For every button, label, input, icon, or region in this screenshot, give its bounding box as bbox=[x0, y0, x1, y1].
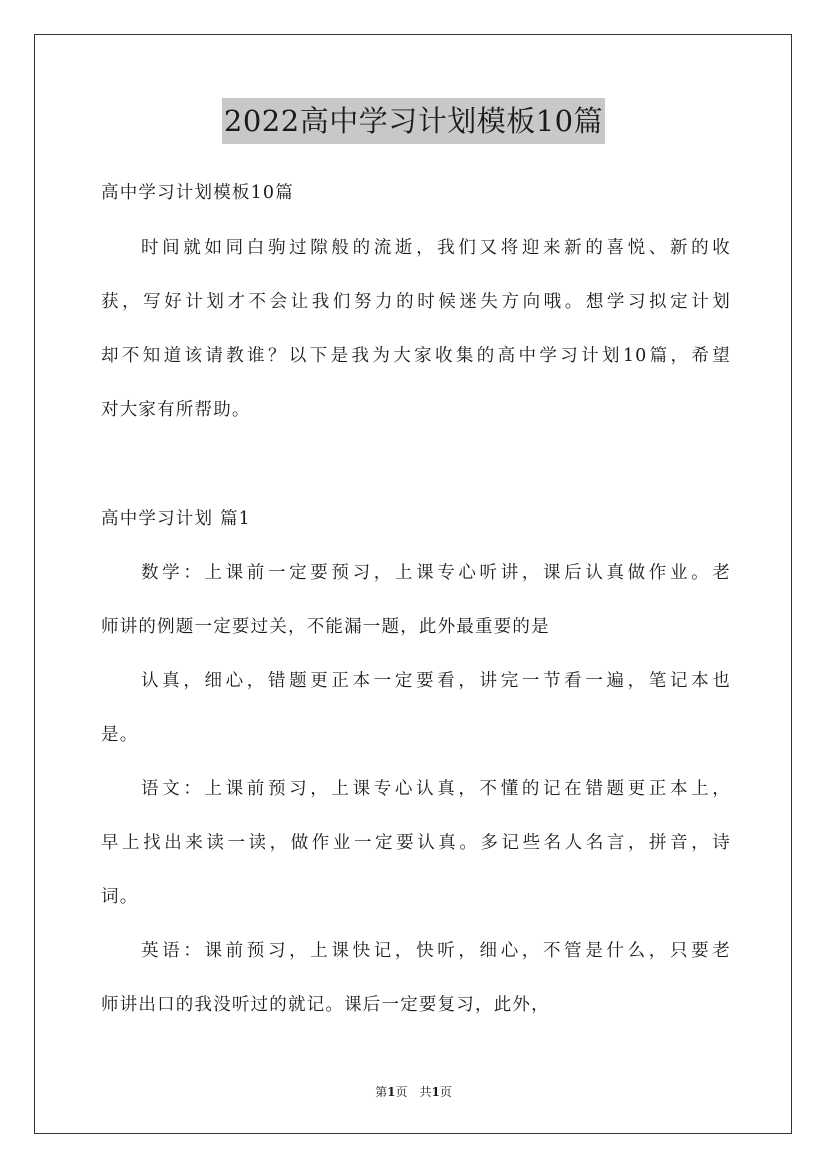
section-heading: 高中学习计划 篇1 bbox=[101, 509, 251, 529]
footer-page-number: 1 bbox=[387, 1085, 396, 1099]
english-line-2: 师讲出口的我没听过的就记。课后一定要复习，此外， bbox=[101, 995, 550, 1015]
math-cont-line-1: 认真，细心，错题更正本一定要看，讲完一节看一遍，笔记本也 bbox=[141, 671, 731, 691]
document-title: 2022高中学习计划模板10篇 bbox=[222, 98, 605, 144]
chinese-line-2: 早上找出来读一读，做作业一定要认真。多记些名人名言，拼音，诗 bbox=[101, 833, 731, 853]
math-line-2: 师讲的例题一定要过关，不能漏一题，此外最重要的是 bbox=[101, 617, 550, 637]
math-line-1: 数学：上课前一定要预习，上课专心听讲，课后认真做作业。老 bbox=[141, 563, 731, 583]
footer-mid: 页 共 bbox=[395, 1085, 432, 1099]
page-footer bbox=[0, 1084, 827, 1100]
intro-line-2: 获，写好计划才不会让我们努力的时候迷失方向哦。想学习拟定计划 bbox=[101, 292, 731, 312]
footer-prefix: 第 bbox=[375, 1085, 388, 1099]
footer-page-total: 1 bbox=[431, 1085, 440, 1099]
document-subtitle: 高中学习计划模板10篇 bbox=[101, 183, 294, 203]
intro-line-3: 却不知道该请教谁？以下是我为大家收集的高中学习计划10篇，希望 bbox=[101, 346, 731, 366]
footer-suffix: 页 bbox=[439, 1085, 452, 1099]
intro-line-1: 时间就如同白驹过隙般的流逝，我们又将迎来新的喜悦、新的收 bbox=[141, 238, 731, 258]
intro-line-4: 对大家有所帮助。 bbox=[101, 400, 251, 420]
title-container bbox=[0, 98, 827, 144]
chinese-line-1: 语文：上课前预习，上课专心认真，不懂的记在错题更正本上， bbox=[141, 779, 731, 799]
english-line-1: 英语：课前预习，上课快记，快听，细心，不管是什么，只要老 bbox=[141, 941, 731, 961]
chinese-line-3: 词。 bbox=[101, 887, 139, 907]
math-cont-line-2: 是。 bbox=[101, 725, 139, 745]
